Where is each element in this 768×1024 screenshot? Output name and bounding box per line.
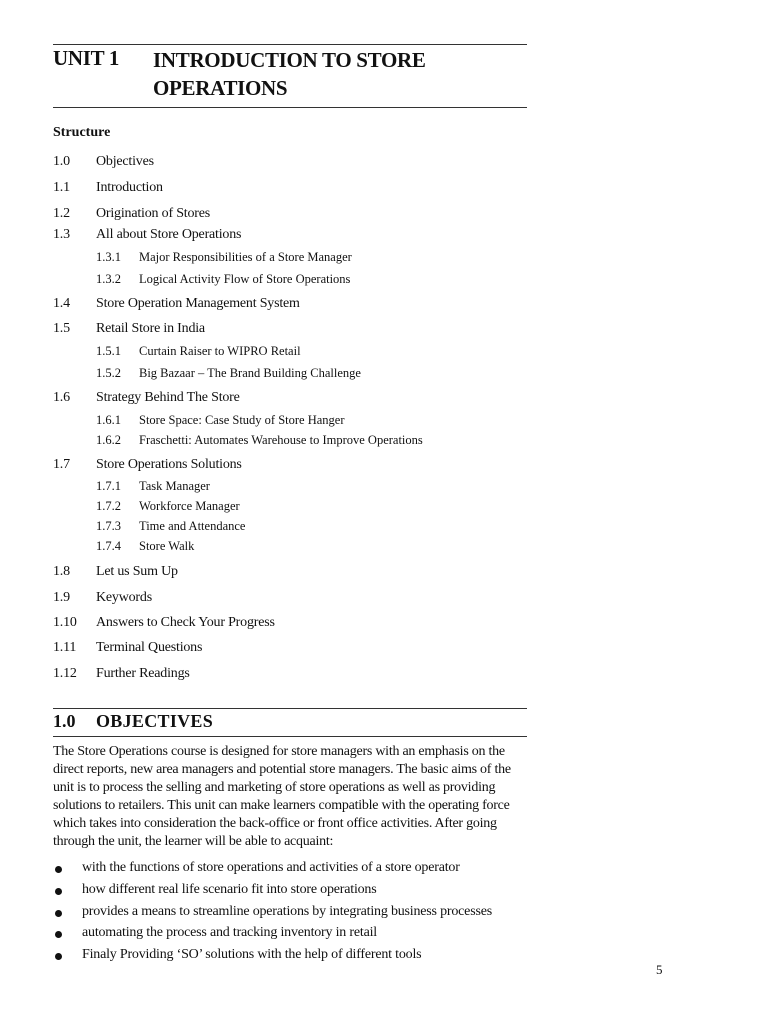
bullet-text: provides a means to streamline operations by integrating business processes: [82, 904, 492, 919]
toc-subitem-label: Task Manager: [139, 479, 210, 493]
unit-title: [153, 46, 426, 102]
bullet-text: with the functions of store operations and activities of a store operator: [82, 860, 460, 875]
toc-item-number: 1.12: [53, 666, 77, 681]
toc-item-label: Strategy Behind The Store: [96, 390, 240, 405]
bullet-dot-icon: [55, 910, 62, 917]
objectives-paragraph: The Store Operations course is designed for store managers with an emphasis on the direct reports, new area managers and potential store managers. The basic aims of the unit is to process the selling and marketing of store operations as well as providing solutions to retailers. This unit can make learners compatible with the operating force which takes into consideration the back-office or front office activities. After going through the unit, the learner will be able to acquaint:: [53, 744, 511, 849]
section-top-rule: [53, 708, 527, 709]
toc-subitem-number: 1.7.1: [96, 479, 121, 493]
toc-item-number: 1.3: [53, 227, 70, 242]
toc-item-number: 1.5: [53, 321, 70, 336]
header-top-rule: [53, 44, 527, 45]
bullet-text: how different real life scenario fit into store operations: [82, 882, 377, 897]
toc-item-number: 1.10: [53, 615, 77, 630]
unit-number: UNIT 1: [53, 46, 120, 70]
toc-subitem-number: 1.7.2: [96, 499, 121, 513]
toc-subitem-label: Logical Activity Flow of Store Operations: [139, 272, 351, 286]
toc-subitem-number: 1.7.3: [96, 519, 121, 533]
toc-item-label: Introduction: [96, 180, 163, 195]
bullet-dot-icon: [55, 888, 62, 895]
header-bottom-rule: [53, 107, 527, 108]
toc-item-number: 1.1: [53, 180, 70, 195]
toc-item-label: Terminal Questions: [96, 640, 203, 655]
section-number: 1.0: [53, 711, 76, 731]
toc-subitem-number: 1.5.2: [96, 366, 121, 380]
unit-title-line-1: INTRODUCTION TO STORE: [153, 48, 426, 72]
bullet-dot-icon: [55, 866, 62, 873]
toc-subitem-label: Major Responsibilities of a Store Manager: [139, 250, 352, 264]
toc-item-label: Further Readings: [96, 666, 190, 681]
toc-item-number: 1.8: [53, 564, 70, 579]
toc-item-label: Retail Store in India: [96, 321, 205, 336]
bullet-text: Finaly Providing ‘SO’ solutions with the help of different tools: [82, 947, 422, 962]
bullet-text: automating the process and tracking inventory in retail: [82, 925, 377, 940]
toc-subitem-number: 1.5.1: [96, 344, 121, 358]
toc-subitem-number: 1.6.2: [96, 433, 121, 447]
bullet-dot-icon: [55, 953, 62, 960]
toc-subitem-label: Store Walk: [139, 539, 195, 553]
unit-title-line-2: OPERATIONS: [153, 76, 288, 100]
toc-subitem-label: Workforce Manager: [139, 499, 240, 513]
toc-item-label: Answers to Check Your Progress: [96, 615, 275, 630]
toc-item-number: 1.4: [53, 296, 70, 311]
toc-subitem-number: 1.3.1: [96, 250, 121, 264]
toc-subitem-number: 1.7.4: [96, 539, 121, 553]
page-number: 5: [656, 962, 663, 977]
toc-item-number: 1.9: [53, 590, 70, 605]
section-title: OBJECTIVES: [96, 711, 214, 731]
toc-subitem-number: 1.3.2: [96, 272, 121, 286]
bullet-dot-icon: [55, 931, 62, 938]
toc-item-number: 1.7: [53, 457, 70, 472]
toc-item-label: All about Store Operations: [96, 227, 242, 242]
toc-item-number: 1.2: [53, 206, 70, 221]
toc-item-number: 1.0: [53, 154, 70, 169]
toc-item-label: Keywords: [96, 590, 152, 605]
toc-item-label: Store Operations Solutions: [96, 457, 242, 472]
structure-heading: Structure: [53, 125, 111, 140]
toc-subitem-label: Store Space: Case Study of Store Hanger: [139, 413, 345, 427]
toc-item-label: Origination of Stores: [96, 206, 211, 221]
toc-subitem-number: 1.6.1: [96, 413, 121, 427]
toc-item-label: Let us Sum Up: [96, 564, 178, 579]
toc-subitem-label: Time and Attendance: [139, 519, 246, 533]
toc-item-label: Store Operation Management System: [96, 296, 300, 311]
toc-item-label: Objectives: [96, 154, 154, 169]
section-bottom-rule: [53, 736, 527, 737]
toc-subitem-label: Curtain Raiser to WIPRO Retail: [139, 344, 301, 358]
toc-item-number: 1.11: [53, 640, 77, 655]
toc-item-number: 1.6: [53, 390, 70, 405]
toc-subitem-label: Big Bazaar – The Brand Building Challenge: [139, 366, 361, 380]
toc-subitem-label: Fraschetti: Automates Warehouse to Improve Operations: [139, 433, 423, 447]
